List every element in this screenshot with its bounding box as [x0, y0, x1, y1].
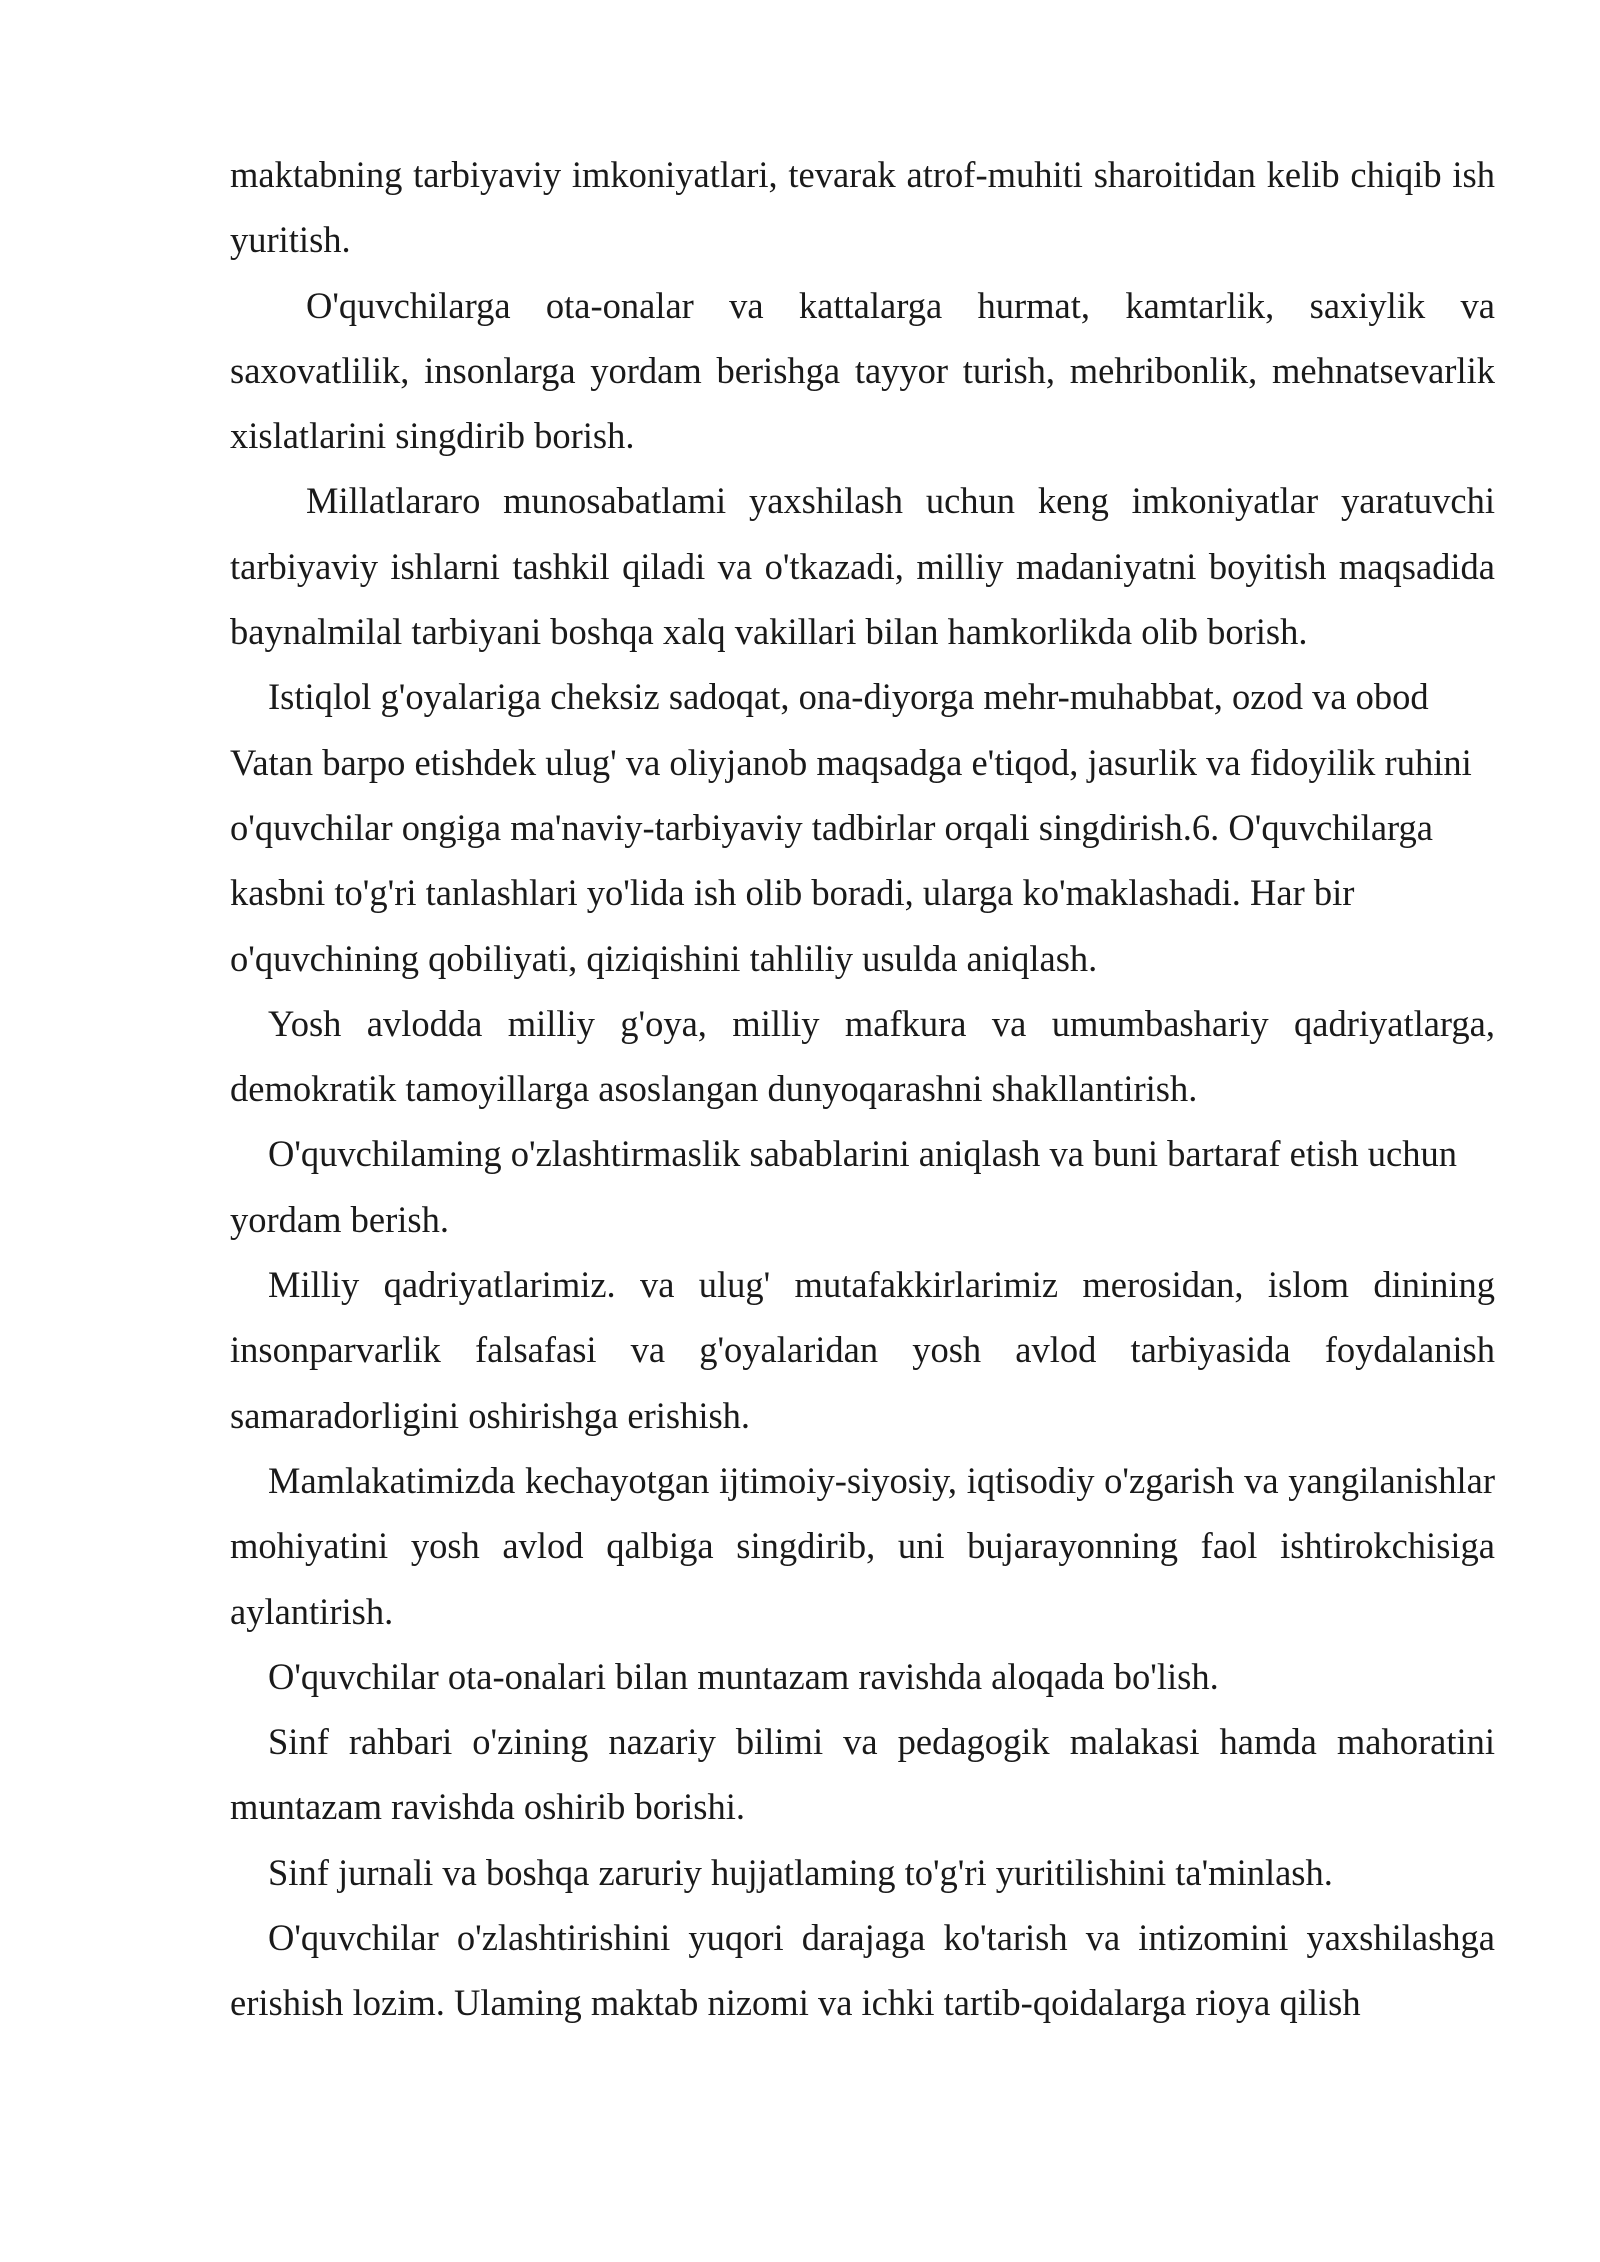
paragraph-independence-ideas: Istiqlol g'oyalariga cheksiz sadoqat, ona-diyorga mehr-muhabbat, ozod va obod Vatan barpo etishdek ulug' va oliyjanob maqsadga e'tiqod, jasurlik va fidoyilik ruhini o'quvchilar ongiga ma'naviy-tarbiyaviy tadbirlar orqali singdirish.6. O'quvchilarga kasbni to'g'ri tanlashlari yo'lida ish olib boradi, ularga ko'maklashadi. Har bir o'quvchining qobiliyati, qiziqishini tahliliy usulda aniqlash.	[230, 676, 1472, 979]
paragraph-parent-contact: O'quvchilar ota-onalari bilan muntazam ravishda aloqada bo'lish.	[268, 1655, 1219, 1697]
paragraph-class-journal: Sinf jurnali va boshqa zaruriy hujjatlaming to'g'ri yuritilishini ta'minlash.	[268, 1851, 1333, 1893]
paragraph-social-changes: Mamlakatimizda kechayotgan ijtimoiy-siyosiy, iqtisodiy o'zgarish va yangilanishlar mohiyatini yosh avlod qalbiga singdirib, uni bujarayonning faol ishtirokchisiga aylantirish.	[230, 1459, 1495, 1632]
paragraph-national-values: Milliy qadriyatlarimiz. va ulug' mutafakkirlarimiz merosidan, islom dinining insonparvarlik falsafasi va g'oyalaridan yosh avlod tarbiyasida foydalanish samaradorligini oshirishga erishish.	[230, 1264, 1495, 1436]
paragraph-teacher-skills: Sinf rahbari o'zining nazariy bilimi va pedagogik malakasi hamda mahoratini muntazam ravishda oshirib borishi.	[230, 1721, 1495, 1828]
paragraph-student-discipline: O'quvchilar o'zlashtirishini yuqori darajaga ko'tarish va intizomini yaxshilashga erishish lozim. Ulaming maktab nizomi va ichki tartib-qoidalarga rioya qilish	[230, 1917, 1495, 2024]
paragraph-respect-elders: O'quvchilarga ota-onalar va kattalarga hurmat, kamtarlik, saxiylik va saxovatlilik, insonlarga yordam berishga tayyor turish, mehribonlik, mehnatsevarlik xislatlarini singdirib borish.	[230, 284, 1495, 457]
paragraph-learning-difficulties: O'quvchilaming o'zlashtirmaslik sabablarini aniqlash va buni bartaraf etish uchun yordam berish.	[230, 1133, 1457, 1240]
paragraph-interethnic-relations: Millatlararo munosabatlami yaxshilash uchun keng imkoniyatlar yaratuvchi tarbiyaviy ishlarni tashkil qiladi va o'tkazadi, milliy madaniyatni boyitish maqsadida baynalmilal tarbiyani boshqa xalq vakillari bilan hamkorlikda olib borish.	[230, 480, 1495, 653]
paragraph-national-ideology: Yosh avlodda milliy g'oya, milliy mafkura va umumbashariy qadriyatlarga, demokratik tamoyillarga asoslangan dunyoqarashni shakllantirish.	[230, 1002, 1495, 1110]
document-page	[230, 142, 1495, 2036]
paragraph-school-opportunities: maktabning tarbiyaviy imkoniyatlari, tevarak atrof-muhiti sharoitidan kelib chiqib ish yuritish.	[230, 154, 1495, 261]
